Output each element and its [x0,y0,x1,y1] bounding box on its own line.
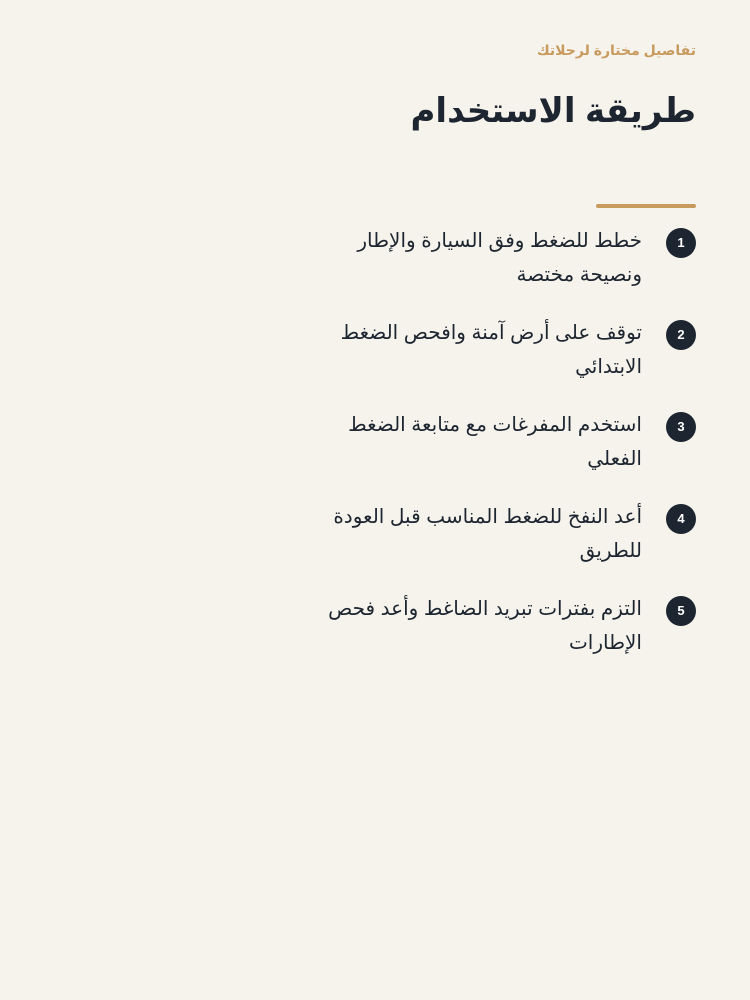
step-number-badge: 5 [666,596,696,626]
step-item [316,316,696,408]
step-item [316,500,696,592]
step-number-badge: 1 [666,228,696,258]
step-number-badge: 4 [666,504,696,534]
step-text: أعد النفخ للضغط المناسب قبل العودة للطريق [333,506,642,562]
accent-divider [596,204,696,208]
page-title: طريقة الاستخدام [410,92,696,130]
step-text: التزم بفترات تبريد الضاغط وأعد فحص الإطارات [328,598,642,654]
eyebrow-label: تفاصيل مختارة لرحلاتك [536,42,696,58]
step-number-badge: 2 [666,320,696,350]
step-number-badge: 3 [666,412,696,442]
step-text: خطط للضغط وفق السيارة والإطار ونصيحة مختصة [357,230,642,286]
steps-list [316,224,696,684]
step-text: استخدم المفرغات مع متابعة الضغط الفعلي [348,414,642,470]
step-item [316,224,696,316]
step-item [316,408,696,500]
step-item [316,592,696,684]
step-text: توقف على أرض آمنة وافحص الضغط الابتدائي [340,322,642,378]
